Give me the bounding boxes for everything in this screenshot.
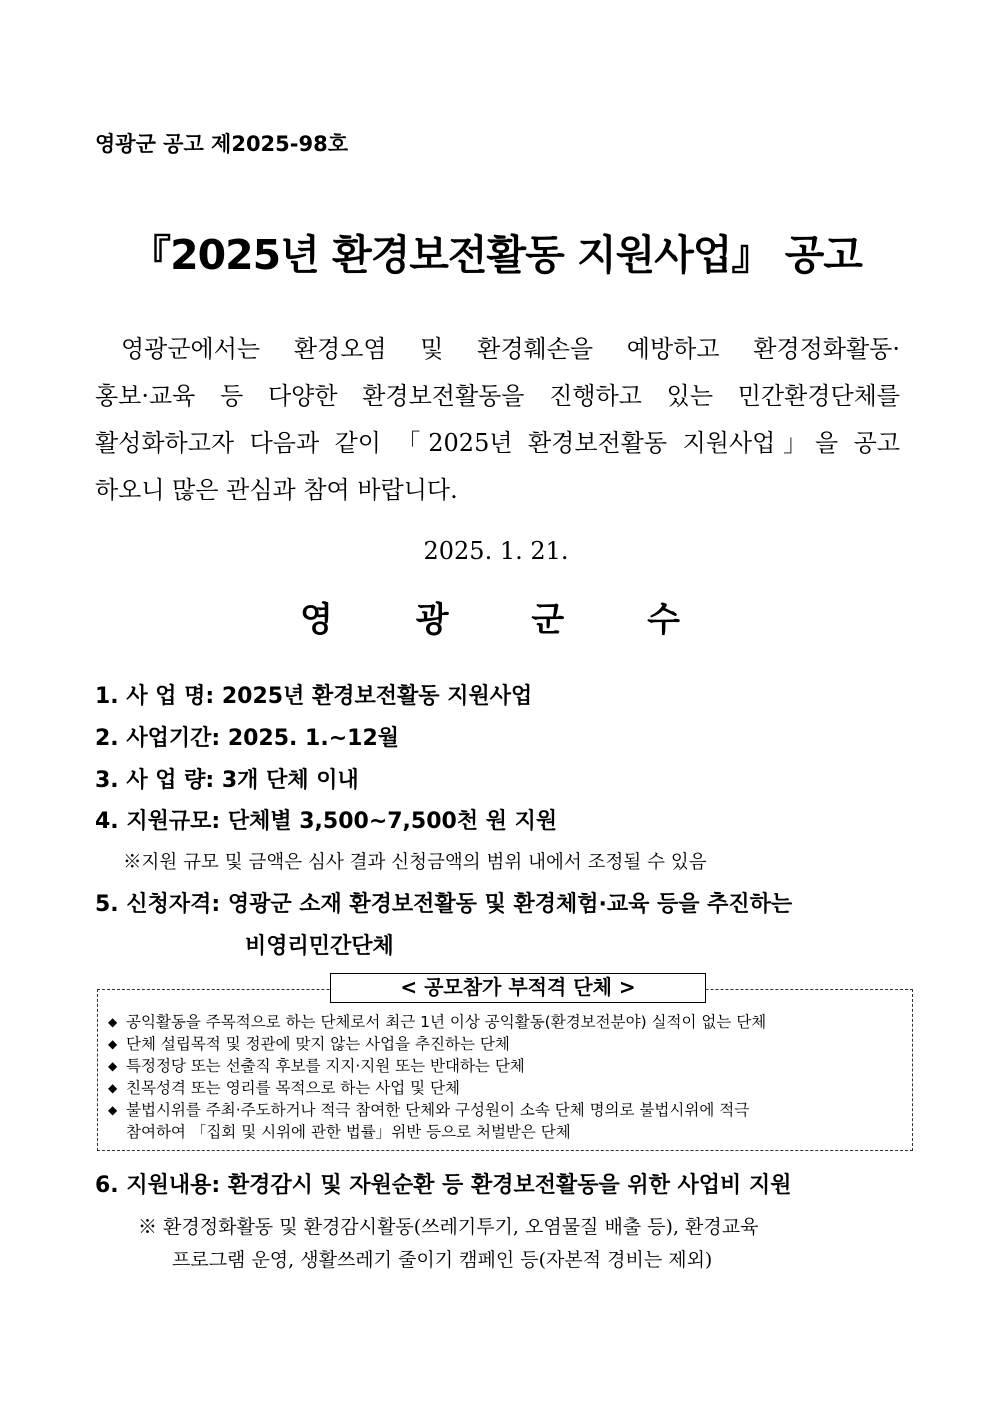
- item-label: 3. 사 업 량:: [95, 768, 215, 793]
- intro-line: 활성화하고자 다음과 같이 「2025년 환경보전활동 지원사업」을 공고: [95, 429, 900, 457]
- list-item: [106, 1055, 906, 1077]
- item-label: 2. 사업기간:: [95, 726, 221, 751]
- issuer-char: 군: [531, 600, 565, 640]
- notice-number: 영광군 공고 제2025-98호: [95, 132, 349, 156]
- item-value: 영광군 소재 환경보전활동 및 환경체험·교육 등을 추진하는: [227, 892, 793, 917]
- item-project-period: [95, 721, 399, 752]
- issuer-char: 광: [415, 600, 449, 640]
- list-item: [106, 1011, 906, 1033]
- list-item-text-continued: 참여하여 「집회 및 시위에 관한 법률」위반 등으로 처벌받은 단체: [126, 1123, 571, 1141]
- notice-title: 『2025년 환경보전활동 지원사업』 공고: [130, 231, 862, 279]
- diamond-bullet-icon: ◆: [108, 1081, 118, 1095]
- item-value: 2025. 1.~12월: [227, 726, 400, 751]
- item-eligibility: [95, 887, 792, 918]
- list-item-text: 특정정당 또는 선출직 후보를 지지·지원 또는 반대하는 단체: [126, 1057, 525, 1075]
- item-value: 단체별 3,500~7,500천 원 지원: [227, 809, 558, 834]
- list-item: [106, 1033, 906, 1055]
- list-item-text: 친목성격 또는 영리를 목적으로 하는 사업 및 단체: [126, 1079, 460, 1097]
- support-note-line: 프로그램 운영, 생활쓰레기 줄이기 캠페인 등(자본적 경비는 제외): [172, 1249, 713, 1271]
- intro-paragraph: [95, 326, 900, 514]
- diamond-bullet-icon: ◆: [108, 1103, 118, 1117]
- scale-note: ※지원 규모 및 금액은 심사 결과 신청금액의 범위 내에서 조정될 수 있음: [123, 852, 707, 873]
- diamond-bullet-icon: ◆: [108, 1037, 118, 1051]
- list-item-text: 불법시위를 주최·주도하거나 적극 참여한 단체와 구성원이 소속 단체 명의로 불법시위에 적극: [126, 1101, 750, 1119]
- item-value: 2025년 환경보전활동 지원사업: [221, 684, 533, 709]
- diamond-bullet-icon: ◆: [108, 1015, 118, 1029]
- item-support-content: [95, 1168, 791, 1199]
- item-eligibility-continued: 비영리민간단체: [245, 934, 394, 959]
- list-item-text: 공익활동을 주목적으로 하는 단체로서 최근 1년 이상 공익활동(환경보전분야) 실적이 없는 단체: [126, 1013, 767, 1031]
- item-label: 1. 사 업 명:: [95, 684, 215, 709]
- ineligible-list: [106, 1011, 906, 1143]
- notice-date: 2025. 1. 21.: [423, 537, 569, 565]
- item-project-name: [95, 679, 532, 710]
- list-item-text: 단체 설립목적 및 정관에 맞지 않는 사업을 추진하는 단체: [126, 1035, 510, 1053]
- intro-line: 하오니 많은 관심과 참여 바랍니다.: [95, 476, 458, 504]
- issuer-char: 수: [647, 600, 680, 640]
- ineligible-title: < 공모참가 부적격 단체 >: [330, 973, 706, 1003]
- issuer-signature: [300, 592, 680, 641]
- item-label: 6. 지원내용:: [95, 1173, 221, 1198]
- item-value: 3개 단체 이내: [221, 768, 359, 793]
- item-support-scale: [95, 804, 557, 835]
- intro-line: 홍보·교육 등 다양한 환경보전활동을 진행하고 있는 민간환경단체를: [95, 382, 900, 410]
- issuer-char: 영: [300, 600, 333, 640]
- item-label: 5. 신청자격:: [95, 892, 221, 917]
- intro-line: 영광군에서는 환경오염 및 환경훼손을 예방하고 환경정화활동·: [121, 335, 900, 363]
- list-item: [106, 1099, 906, 1143]
- list-item: [106, 1077, 906, 1099]
- support-note-line: ※ 환경정화활동 및 환경감시활동(쓰레기투기, 오염물질 배출 등), 환경교육: [138, 1216, 759, 1238]
- item-project-quantity: [95, 763, 359, 794]
- item-value: 환경감시 및 자원순환 등 환경보전활동을 위한 사업비 지원: [227, 1173, 792, 1198]
- diamond-bullet-icon: ◆: [108, 1059, 118, 1073]
- item-label: 4. 지원규모:: [95, 809, 221, 834]
